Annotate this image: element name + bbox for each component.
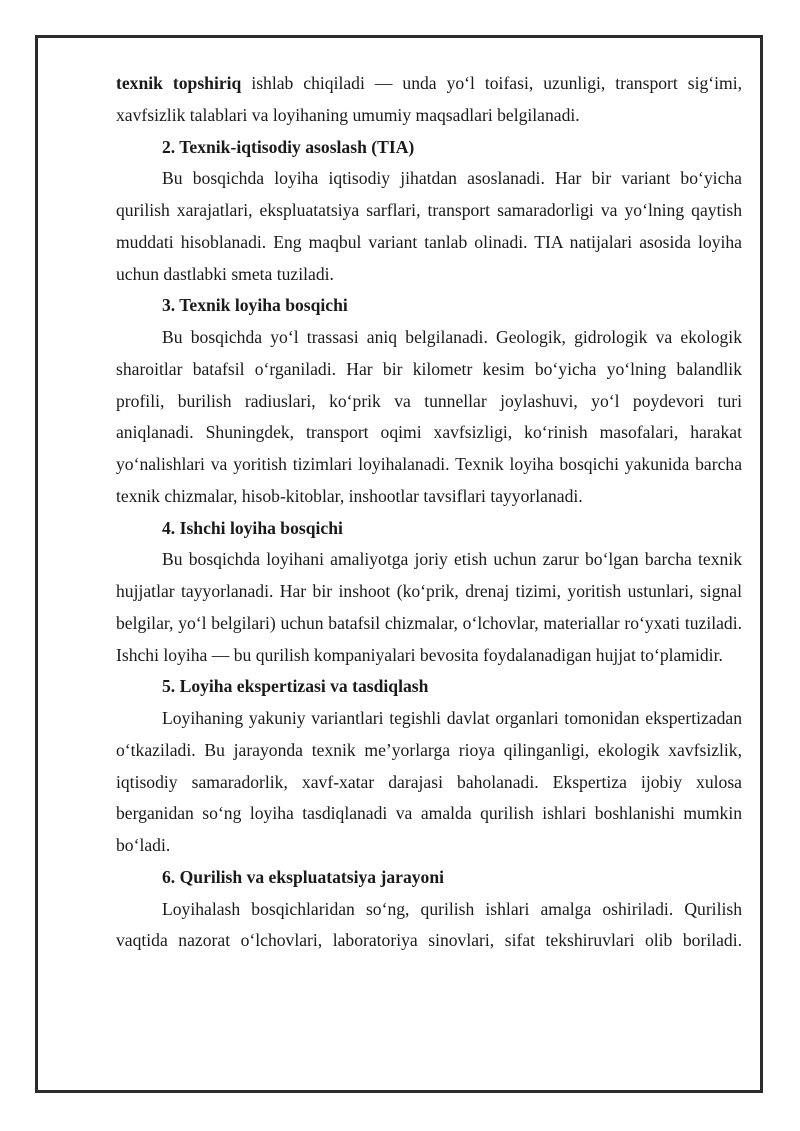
section-heading-ishchi-loyiha: 4. Ishchi loyiha bosqichi bbox=[162, 517, 343, 538]
intro-paragraph bbox=[116, 68, 742, 132]
document-body bbox=[116, 68, 742, 957]
intro-text: ishlab chiqiladi — unda yo‘l toifasi, uzunligi, transport sig‘imi, xavfsizlik talablari va loyihaning umumiy maqsadlari belgilanadi. bbox=[116, 73, 743, 125]
section-heading-tia: 2. Texnik-iqtisodiy asoslash (TIA) bbox=[162, 136, 415, 157]
section-body-tia: Bu bosqichda loyiha iqtisodiy jihatdan asoslanadi. Har bir variant bo‘yicha qurilish xarajatlari, ekspluatatsiya sarflari, transport samaradorligi va yo‘lning qaytish muddati hisoblanadi. Eng maqbul variant tanlab olinadi. TIA natijalari asosida loyiha uchun dastlabki smeta tuziladi. bbox=[116, 168, 742, 284]
section-heading-ekspertiza: 5. Loyiha ekspertizasi va tasdiqlash bbox=[162, 676, 429, 697]
section-heading-texnik-loyiha: 3. Texnik loyiha bosqichi bbox=[162, 295, 348, 316]
intro-lead-term: texnik topshiriq bbox=[116, 73, 242, 93]
section-body-qurilish: Loyihalash bosqichlaridan so‘ng, qurilish ishlari amalga oshiriladi. Qurilish vaqtida nazorat o‘lchovlari, laboratoriya sinovlari, sifat tekshiruvlari olib boriladi. bbox=[116, 898, 742, 951]
section-heading-qurilish: 6. Qurilish va ekspluatatsiya jarayoni bbox=[162, 866, 445, 887]
section-body-ishchi-loyiha: Bu bosqichda loyihani amaliyotga joriy etish uchun zarur bo‘lgan barcha texnik hujjatlar tayyorlanadi. Har bir inshoot (ko‘prik, drenaj tizimi, yoritish ustunlari, signal belgilar, yo‘l belgilari) uchun batafsil chizmalar, o‘lchovlar, materiallar ro‘yxati tuziladi. Ishchi loyiha — bu qurilish kompaniyalari bevosita foydalanadigan hujjat to‘plamidir. bbox=[116, 549, 742, 665]
section-body-ekspertiza: Loyihaning yakuniy variantlari tegishli davlat organlari tomonidan ekspertizadan o‘tkaziladi. Bu jarayonda texnik me’yorlarga rioya qilinganligi, ekologik xavfsizlik, iqtisodiy samaradorlik, xavf-xatar darajasi baholanadi. Ekspertiza ijobiy xulosa berganidan so‘ng loyiha tasdiqlanadi va amalda qurilish ishlari boshlanishi mumkin bo‘ladi. bbox=[116, 708, 742, 855]
section-body-texnik-loyiha: Bu bosqichda yo‘l trassasi aniq belgilanadi. Geologik, gidrologik va ekologik sharoitlar batafsil o‘rganiladi. Har bir kilometr kesim bo‘yicha yo‘lning balandlik profili, burilish radiuslari, ko‘prik va tunnellar joylashuvi, yo‘l poydevori turi aniqlanadi. Shuningdek, transport oqimi xavfsizligi, ko‘rinish masofalari, harakat yo‘nalishlari va yoritish tizimlari loyihalanadi. Texnik loyiha bosqichi yakunida barcha texnik chizmalar, hisob-kitoblar, inshootlar tavsiflari tayyorlanadi. bbox=[116, 327, 742, 506]
